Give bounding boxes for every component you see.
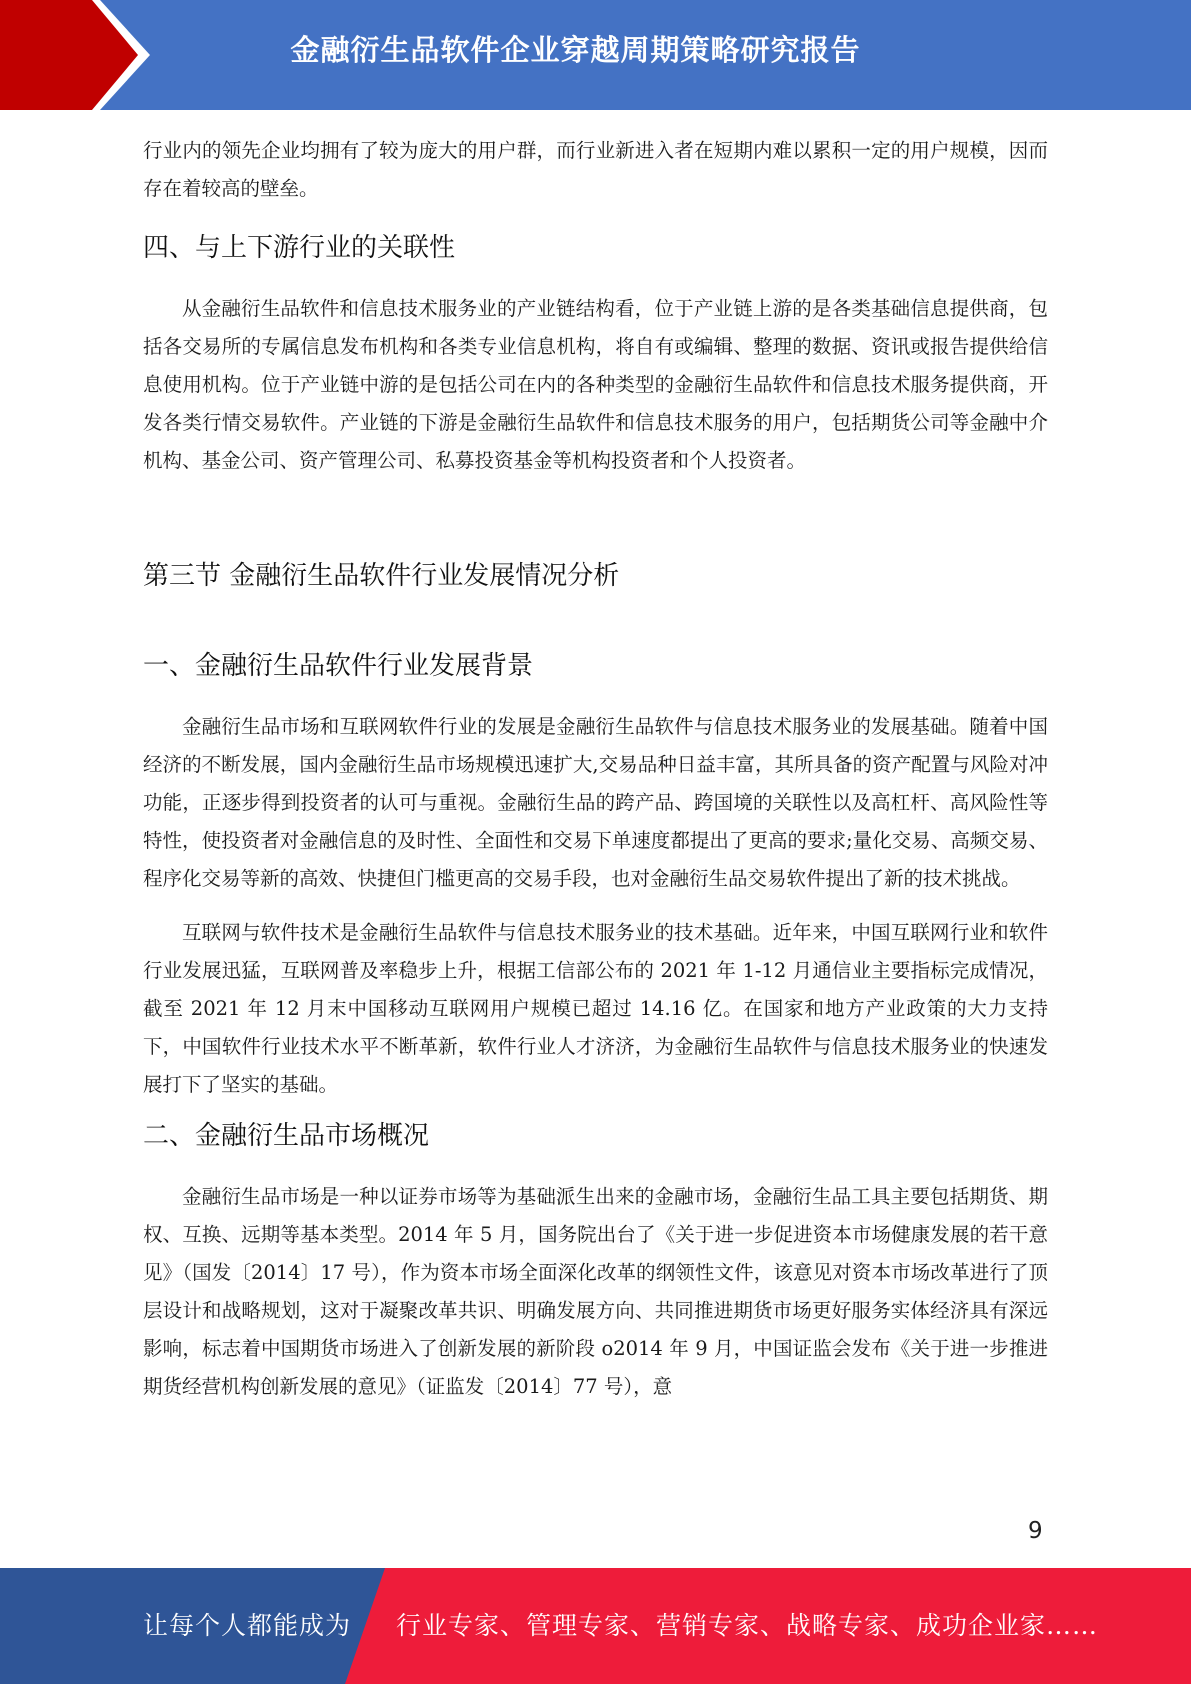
heading-market-overview: 二、金融衍生品市场概况	[143, 1121, 430, 1151]
page-content	[143, 132, 1048, 1406]
paragraph-industry-chain: 从金融衍生品软件和信息技术服务业的产业链结构看，位于产业链上游的是各类基础信息提供商，包括各交易所的专属信息发布机构和各类专业信息机构，将自有或编辑、整理的数据、资讯或报告提供给信息使用机构。位于产业链中游的是包括公司在内的各种类型的金融衍生品软件和信息技术服务提供商，开发各类行情交易软件。产业链的下游是金融衍生品软件和信息技术服务的用户，包括期货公司等金融中介机构、基金公司、资产管理公司、私募投资基金等机构投资者和个人投资者。	[143, 297, 1048, 472]
heading-chapter-3: 第三节 金融衍生品软件行业发展情况分析	[143, 561, 620, 591]
page-footer	[0, 1568, 1191, 1684]
report-title: 金融衍生品软件企业穿越周期策略研究报告	[290, 33, 861, 67]
footer-slogan-left: 让每个人都能成为	[143, 1611, 352, 1640]
paragraph-background-internet: 互联网与软件技术是金融衍生品软件与信息技术服务业的技术基础。近年来，中国互联网行业和软件行业发展迅猛，互联网普及率稳步上升，根据工信部公布的 2021 年 1-12 月通信业主要指标完成情况，截至 2021 年 12 月末中国移动互联网用户规模已超过 14.16 亿。在国家和地方产业政策的大力支持下，中国软件行业技术水平不断革新，软件行业人才济济，为金融衍生品软件与信息技术服务业的快速发展打下了坚实的基础。	[143, 921, 1048, 1096]
footer-slogan-right: 行业专家、管理专家、营销专家、战略专家、成功企业家……	[396, 1611, 1099, 1640]
paragraph-continuation: 行业内的领先企业均拥有了较为庞大的用户群，而行业新进入者在短期内难以累积一定的用户规模，因而存在着较高的壁垒。	[143, 139, 1048, 200]
page-header	[0, 0, 1191, 110]
page-number: 9	[1028, 1518, 1043, 1544]
heading-development-background: 一、金融衍生品软件行业发展背景	[143, 651, 534, 681]
heading-upstream-downstream: 四、与上下游行业的关联性	[143, 233, 456, 263]
paragraph-background-market: 金融衍生品市场和互联网软件行业的发展是金融衍生品软件与信息技术服务业的发展基础。随着中国经济的不断发展，国内金融衍生品市场规模迅速扩大,交易品种日益丰富，其所具备的资产配置与风险对冲功能，正逐步得到投资者的认可与重视。金融衍生品的跨产品、跨国境的关联性以及高杠杆、高风险性等特性，使投资者对金融信息的及时性、全面性和交易下单速度都提出了更高的要求;量化交易、高频交易、程序化交易等新的高效、快捷但门槛更高的交易手段，也对金融衍生品交易软件提出了新的技术挑战。	[143, 715, 1048, 890]
paragraph-market-overview: 金融衍生品市场是一种以证券市场等为基础派生出来的金融市场，金融衍生品工具主要包括期货、期权、互换、远期等基本类型。2014 年 5 月，国务院出台了《关于进一步促进资本市场健康发展的若干意见》（国发〔2014〕17 号），作为资本市场全面深化改革的纲领性文件，该意见对资本市场改革进行了顶层设计和战略规划，这对于凝聚改革共识、明确发展方向、共同推进期货市场更好服务实体经济具有深远影响，标志着中国期货市场进入了创新发展的新阶段 o2014 年 9 月，中国证监会发布《关于进一步推进期货经营机构创新发展的意见》（证监发〔2014〕77 号），意	[143, 1185, 1048, 1398]
